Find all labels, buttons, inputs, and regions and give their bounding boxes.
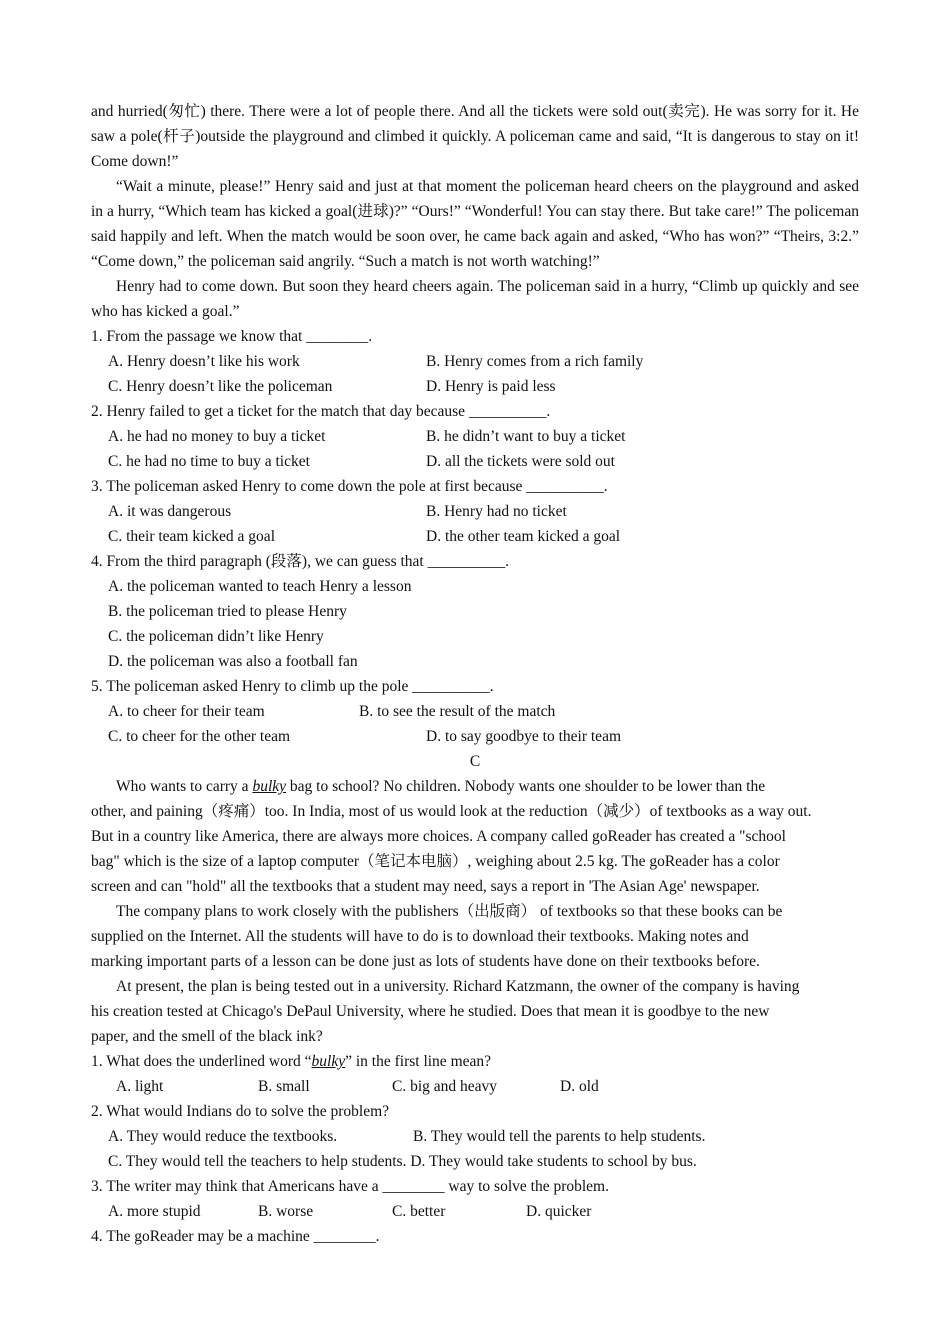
option-d[interactable]: D. the other team kicked a goal xyxy=(426,528,621,545)
option-b[interactable]: B. he didn’t want to buy a ticket xyxy=(426,428,626,445)
option-a[interactable]: A. the policeman wanted to teach Henry a lesson xyxy=(108,578,412,595)
option-cd[interactable]: C. They would tell the teachers to help students. D. They would take students to school by bus. xyxy=(108,1153,697,1170)
option-a[interactable]: A. They would reduce the textbooks. xyxy=(108,1128,338,1145)
question-b1: 1. From the passage we know that ________. xyxy=(91,328,373,345)
option-b[interactable]: B. Henry had no ticket xyxy=(426,503,567,520)
question-b4: 4. From the third paragraph (段落), we can guess that __________. xyxy=(91,553,509,570)
question-b5: 5. The policeman asked Henry to climb up the pole __________. xyxy=(91,678,494,695)
passage-b-paragraph-1: and hurried(匆忙) there. There were a lot of people there. And all the tickets were sold out(卖完). He was sorry for it. He saw a pole(杆子)outside the playground and climbed it quickly. A policeman came and said, “It is dangerous to stay on it! Come down!” xyxy=(91,103,859,170)
options-row xyxy=(91,374,859,399)
options-row xyxy=(91,424,859,449)
passage-c-line: supplied on the Internet. All the students will have to do is to download their textbooks. Making notes and xyxy=(91,928,749,945)
option-b[interactable]: B. worse xyxy=(258,1203,314,1220)
question-c1: 1. What does the underlined word “bulky” in the first line mean? xyxy=(91,1053,492,1070)
options-row xyxy=(91,1199,859,1224)
question-c2: 2. What would Indians do to solve the problem? xyxy=(91,1103,390,1120)
options-row xyxy=(91,499,859,524)
options-row xyxy=(91,524,859,549)
option-b[interactable]: B. Henry comes from a rich family xyxy=(426,353,644,370)
passage-b-paragraph-3: Henry had to come down. But soon they heard cheers again. The policeman said in a hurry, “Climb up quickly and see who has kicked a goal.” xyxy=(91,278,859,320)
passage-c-line: his creation tested at Chicago's DePaul University, where he studied. Does that mean it is goodbye to the new xyxy=(91,1003,770,1020)
option-d[interactable]: D. all the tickets were sold out xyxy=(426,453,615,470)
passage-c-line: Who wants to carry a bulky bag to school? No children. Nobody wants one shoulder to be lower than the xyxy=(116,778,766,795)
option-d[interactable]: D. Henry is paid less xyxy=(426,378,556,395)
underlined-word: bulky xyxy=(311,1053,346,1070)
options-row xyxy=(91,1074,859,1099)
passage-c-line: But in a country like America, there are always more choices. A company called goReader has created a "school xyxy=(91,828,786,845)
option-a[interactable]: A. more stupid xyxy=(108,1203,201,1220)
option-b[interactable]: B. to see the result of the match xyxy=(359,703,556,720)
section-heading-c: C xyxy=(469,753,481,770)
option-a[interactable]: A. Henry doesn’t like his work xyxy=(108,353,300,370)
options-row xyxy=(91,349,859,374)
option-b[interactable]: B. the policeman tried to please Henry xyxy=(108,603,347,620)
options-row xyxy=(91,1124,859,1149)
question-b2: 2. Henry failed to get a ticket for the match that day because __________. xyxy=(91,403,551,420)
document-page xyxy=(91,99,859,1249)
option-c[interactable]: C. better xyxy=(392,1203,446,1220)
passage-b-paragraph-2: “Wait a minute, please!” Henry said and just at that moment the policeman heard cheers on the playground and asked in a hurry, “Which team has kicked a goal(进球)?” “Ours!” “Wonderful! You can stay there. But take care!” The policeman said happily and left. When the match would be soon over, he came back again and asked, “Who has won?” “Theirs, 3:2.” “Come down,” the policeman said angrily. “Such a match is not worth watching!” xyxy=(91,178,859,270)
option-d[interactable]: D. the policeman was also a football fan xyxy=(108,653,358,670)
question-c4: 4. The goReader may be a machine ________. xyxy=(91,1228,380,1245)
passage-c-line: paper, and the smell of the black ink? xyxy=(91,1028,323,1045)
option-c[interactable]: C. the policeman didn’t like Henry xyxy=(108,628,324,645)
question-c3: 3. The writer may think that Americans have a ________ way to solve the problem. xyxy=(91,1178,609,1195)
options-row xyxy=(91,699,859,724)
options-row xyxy=(91,724,859,749)
question-b3: 3. The policeman asked Henry to come down the pole at first because __________. xyxy=(91,478,608,495)
option-d[interactable]: D. quicker xyxy=(526,1203,592,1220)
option-c[interactable]: C. big and heavy xyxy=(392,1078,498,1095)
option-a[interactable]: A. it was dangerous xyxy=(108,503,232,520)
passage-c-line: The company plans to work closely with the publishers（出版商） of textbooks so that these books can be xyxy=(116,903,783,920)
passage-c-line: screen and can "hold" all the textbooks that a student may need, says a report in 'The Asian Age' newspaper. xyxy=(91,878,760,895)
option-a[interactable]: A. light xyxy=(116,1078,164,1095)
option-d[interactable]: D. to say goodbye to their team xyxy=(426,728,621,745)
underlined-word: bulky xyxy=(252,778,287,795)
passage-c-line: marking important parts of a lesson can be done just as lots of students have done on their textbooks before. xyxy=(91,953,760,970)
passage-c-line: bag" which is the size of a laptop computer（笔记本电脑）, weighing about 2.5 kg. The goReader has a color xyxy=(91,853,780,870)
option-c[interactable]: C. their team kicked a goal xyxy=(108,528,275,545)
option-d[interactable]: D. old xyxy=(560,1078,599,1095)
passage-c-line: other, and paining（疼痛）too. In India, most of us would look at the reduction（减少）of textbooks as a way out. xyxy=(91,803,812,820)
option-a[interactable]: A. to cheer for their team xyxy=(108,703,265,720)
option-b[interactable]: B. They would tell the parents to help students. xyxy=(413,1128,706,1145)
option-b[interactable]: B. small xyxy=(258,1078,310,1095)
option-c[interactable]: C. he had no time to buy a ticket xyxy=(108,453,310,470)
option-c[interactable]: C. Henry doesn’t like the policeman xyxy=(108,378,333,395)
option-c[interactable]: C. to cheer for the other team xyxy=(108,728,291,745)
passage-c-line: At present, the plan is being tested out in a university. Richard Katzmann, the owner of the company is having xyxy=(116,978,800,995)
option-a[interactable]: A. he had no money to buy a ticket xyxy=(108,428,326,445)
options-row xyxy=(91,449,859,474)
